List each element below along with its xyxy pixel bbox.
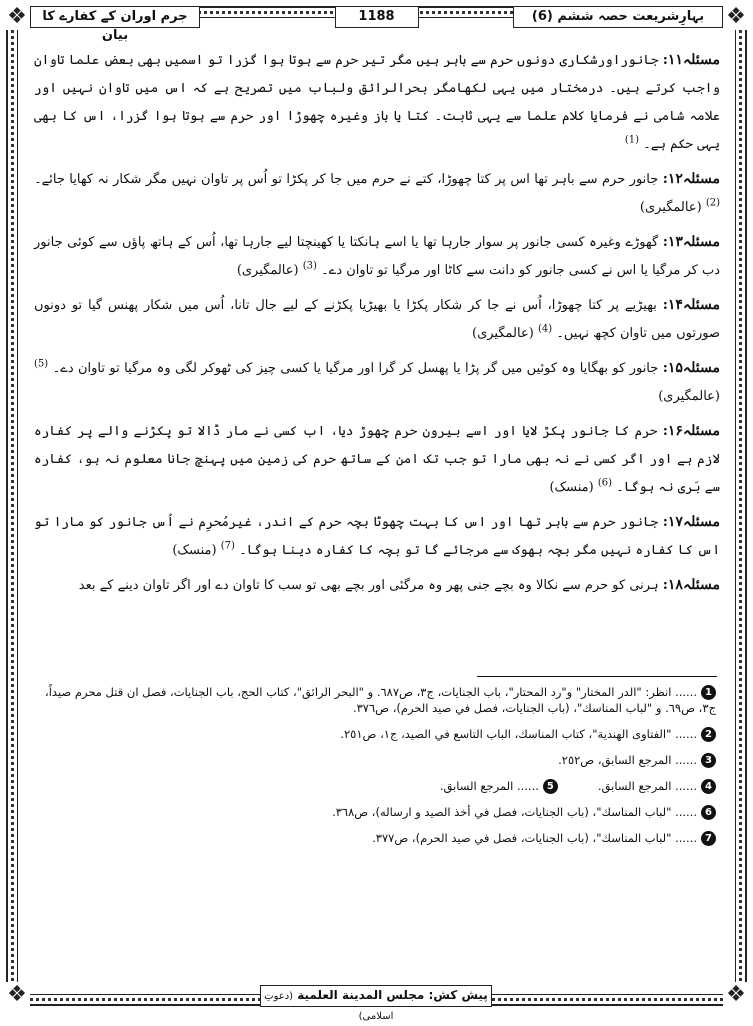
masala-label: مسئلہ۱۵: — [662, 360, 720, 376]
footnote-number: 1 — [701, 685, 716, 700]
page-footer — [260, 985, 492, 1022]
masala-label: مسئلہ۱۳: — [662, 234, 720, 250]
footnote-text: المرجع السابق، ص٢٥٢. — [558, 753, 672, 767]
footnote-number: 6 — [701, 805, 716, 820]
footnote-ref: (6) — [597, 477, 613, 489]
footnote-number: 7 — [701, 831, 716, 846]
footnote: 3...... المرجع السابق، ص٢٥٢. — [36, 752, 716, 768]
masala-text: ہرنی کو حرم سے نکالا وہ بچے جنی پھر وہ مرگئی اور بچے بھی تو سب کا تاوان دے اور اگر تاوان دینے کے بعد — [78, 578, 659, 593]
masala-16 — [34, 417, 720, 502]
book-title: بہارِشریعت حصہ ششم (6) — [513, 6, 723, 28]
footnote: 4...... المرجع السابق. — [598, 778, 716, 794]
footnote-ref: (4) — [537, 323, 553, 335]
masala-text: حرم کا جانور پکڑ لایا اور اسے بیرون حرم چھوڑ دیا، اب کسی نے مار ڈالا تو پکڑنے والے پر کفارہ لازم ہے اور اگر کسی نے نہ بھی مارا تو جب تک امن کے ساتھ حرم کی زمین میں پہنچ جانا معلوم نہ ہو، کفارہ سے بَری نہ ہوگا۔ — [34, 424, 720, 495]
footnote: 5...... المرجع السابق. — [440, 778, 558, 794]
footer-note: (دعوتِ اسلامی) — [264, 991, 394, 1022]
masala-label: مسئلہ۱۶: — [662, 423, 720, 439]
masala-label: مسئلہ۱۸: — [662, 577, 720, 593]
footnote-text: انظر: "الدر المختار" و"رد المحتار"، باب الجنايات، ج٣، ص٦٨٧. و "البحر الرائق"، كتاب الحج، باب الجنايات، فصل ان قتل محرم صيداً، ج٣، ص٦٩. و "لباب المناسك"، (باب الجنايات، فصل في صيد الحرم)، ص٣٧٦. — [45, 685, 716, 715]
masala-label: مسئلہ۱۷: — [662, 514, 720, 530]
masala-14 — [34, 291, 720, 348]
masala-source: (عالمگیری) — [658, 389, 720, 404]
footnote-text: "لباب المناسك"، (باب الجنايات، فصل في صيد الحرم)، ص٣٧٧. — [372, 831, 672, 845]
footnote-number: 4 — [701, 779, 716, 794]
footnote-text: "لباب المناسك"، (باب الجنايات، فصل في أخذ الصيد و ارساله)، ص٣٦٨. — [332, 805, 672, 819]
footnote-ref: (3) — [302, 260, 317, 272]
masala-text: گھوڑے وغیرہ کسی جانور پر سوار جارہا تھا یا اسے ہانکتا یا کھینچتا لیے جارہا تھا، اُس کے ہاتھ پاؤں سے کوئی جانور دب کر مرگیا یا اس نے کسی جانور کو دانت سے کاٹا اور مرگیا تو تاوان دے۔ — [34, 235, 720, 278]
masala-source: (عالمگیری) — [639, 200, 702, 215]
page-number: 1188 — [335, 6, 419, 28]
masala-label: مسئلہ۱۴: — [662, 297, 720, 313]
footnote-divider — [477, 676, 717, 677]
section-title: جرم اوران کے کفارے کا بیان — [30, 6, 200, 28]
footnote: 6...... "لباب المناسك"، (باب الجنايات، فصل في أخذ الصيد و ارساله)، ص٣٦٨. — [36, 804, 716, 820]
footnote-ref: (7) — [220, 540, 235, 552]
masala-text: جانور حرم سے باہر تھا اور اس کا بہت چھوٹا بچہ حرم کے اندر، غیرمُحرِم نے اُس جانور کو مارا تو اس کا کفارہ نہیں مگر بچہ بھوک سے مرجائے گا تو بچہ کا کفارہ دینا ہوگا۔ — [34, 515, 720, 558]
masala-17 — [34, 508, 720, 565]
masala-source: (منسک) — [172, 543, 217, 558]
footer-publisher: مجلس المدينة العلمية — [297, 988, 425, 1002]
footnote: 1...... انظر: "الدر المختار" و"رد المحتار"، باب الجنايات، ج٣، ص٦٨٧. و "البحر الرائق"، كتاب الحج، باب الجنايات، فصل ان قتل محرم صيداً، ج٣، ص٦٩. و "لباب المناسك"، (باب الجنايات، فصل في صيد الحرم)، ص٣٧٦. — [45, 685, 716, 715]
corner-ornament-icon: ❖ — [723, 982, 749, 1008]
footnote-pair — [36, 778, 716, 794]
footnote-text: المرجع السابق. — [597, 779, 672, 793]
footnote-text: "الفتاوى الهندية"، كتاب المناسك، الباب التاسع في الصيد، ج١، ص٢٥١. — [340, 727, 672, 741]
masala-11 — [34, 46, 720, 159]
page-header — [28, 4, 725, 43]
footnote-text: المرجع السابق. — [439, 779, 514, 793]
footnote-number: 2 — [701, 727, 716, 742]
corner-ornament-icon: ❖ — [4, 4, 30, 30]
footnote: 2...... "الفتاوى الهندية"، كتاب المناسك، الباب التاسع في الصيد، ج١، ص٢٥١. — [36, 726, 716, 742]
corner-ornament-icon: ❖ — [723, 4, 749, 30]
masala-label: مسئلہ۱۱: — [662, 52, 720, 68]
masala-13 — [34, 228, 720, 285]
masala-source: (عالمگیری) — [236, 263, 299, 278]
masala-text: جانوراورشکاری دونوں حرم سے باہر ہیں مگر تیر حرم سے ہوتا ہوا گزرا تو اسمیں بھی بعض علما تاوان واجب کرتے ہیں۔ درمختار میں یہی لکھامگر بحرالرائق ولباب میں تصریح ہے کہ اس میں تاوان نہیں اور علامہ شامی نے فرمایا کلام علما سے یہی ثابت۔ کتا یا باز وغیرہ چھوڑا اور حرم سے ہوتا ہوا گزرا، اس کا بھی یہی حکم ہے۔ — [34, 53, 720, 152]
masala-source: (عالمگیری) — [472, 326, 534, 341]
footnote-number: 3 — [701, 753, 716, 768]
footnote: 7...... "لباب المناسك"، (باب الجنايات، فصل في صيد الحرم)، ص٣٧٧. — [36, 830, 716, 846]
footnote-number: 5 — [543, 779, 558, 794]
footnote-ref: (2) — [705, 197, 720, 209]
footer-prefix: پیش کش: — [428, 988, 488, 1002]
footnote-ref: (1) — [624, 134, 640, 146]
main-text — [34, 46, 720, 666]
masala-source: (منسک) — [549, 480, 594, 495]
masala-15 — [34, 354, 720, 411]
masala-18 — [34, 571, 720, 600]
masala-text: بھیڑیے پر کتا چھوڑا، اُس نے جا کر شکار پکڑا یا بھیڑیا پکڑنے کے لیے جال تانا، اُس میں شکار پھنس گیا تو دونوں صورتوں میں تاوان کچھ نہیں۔ — [34, 298, 720, 341]
footnotes — [36, 684, 716, 856]
footnote-ref: (5) — [34, 358, 49, 370]
corner-ornament-icon: ❖ — [4, 982, 30, 1008]
masala-text: جانور کو بھگایا وہ کوئیں میں گر پڑا یا پھسل کر گرا اور مرگیا یا کسی چیز کی ٹھوکر لگی وہ مرگیا تو تاوان دے۔ — [52, 361, 659, 376]
masala-text: جانور حرم سے باہر تھا اس پر کتا چھوڑا، کتے نے حرم میں جا کر پکڑا تو اُس پر تاوان نہیں مگر شکار نہ کھایا جائے۔ — [34, 172, 659, 187]
masala-12 — [34, 165, 720, 222]
masala-label: مسئلہ۱۲: — [662, 171, 720, 187]
